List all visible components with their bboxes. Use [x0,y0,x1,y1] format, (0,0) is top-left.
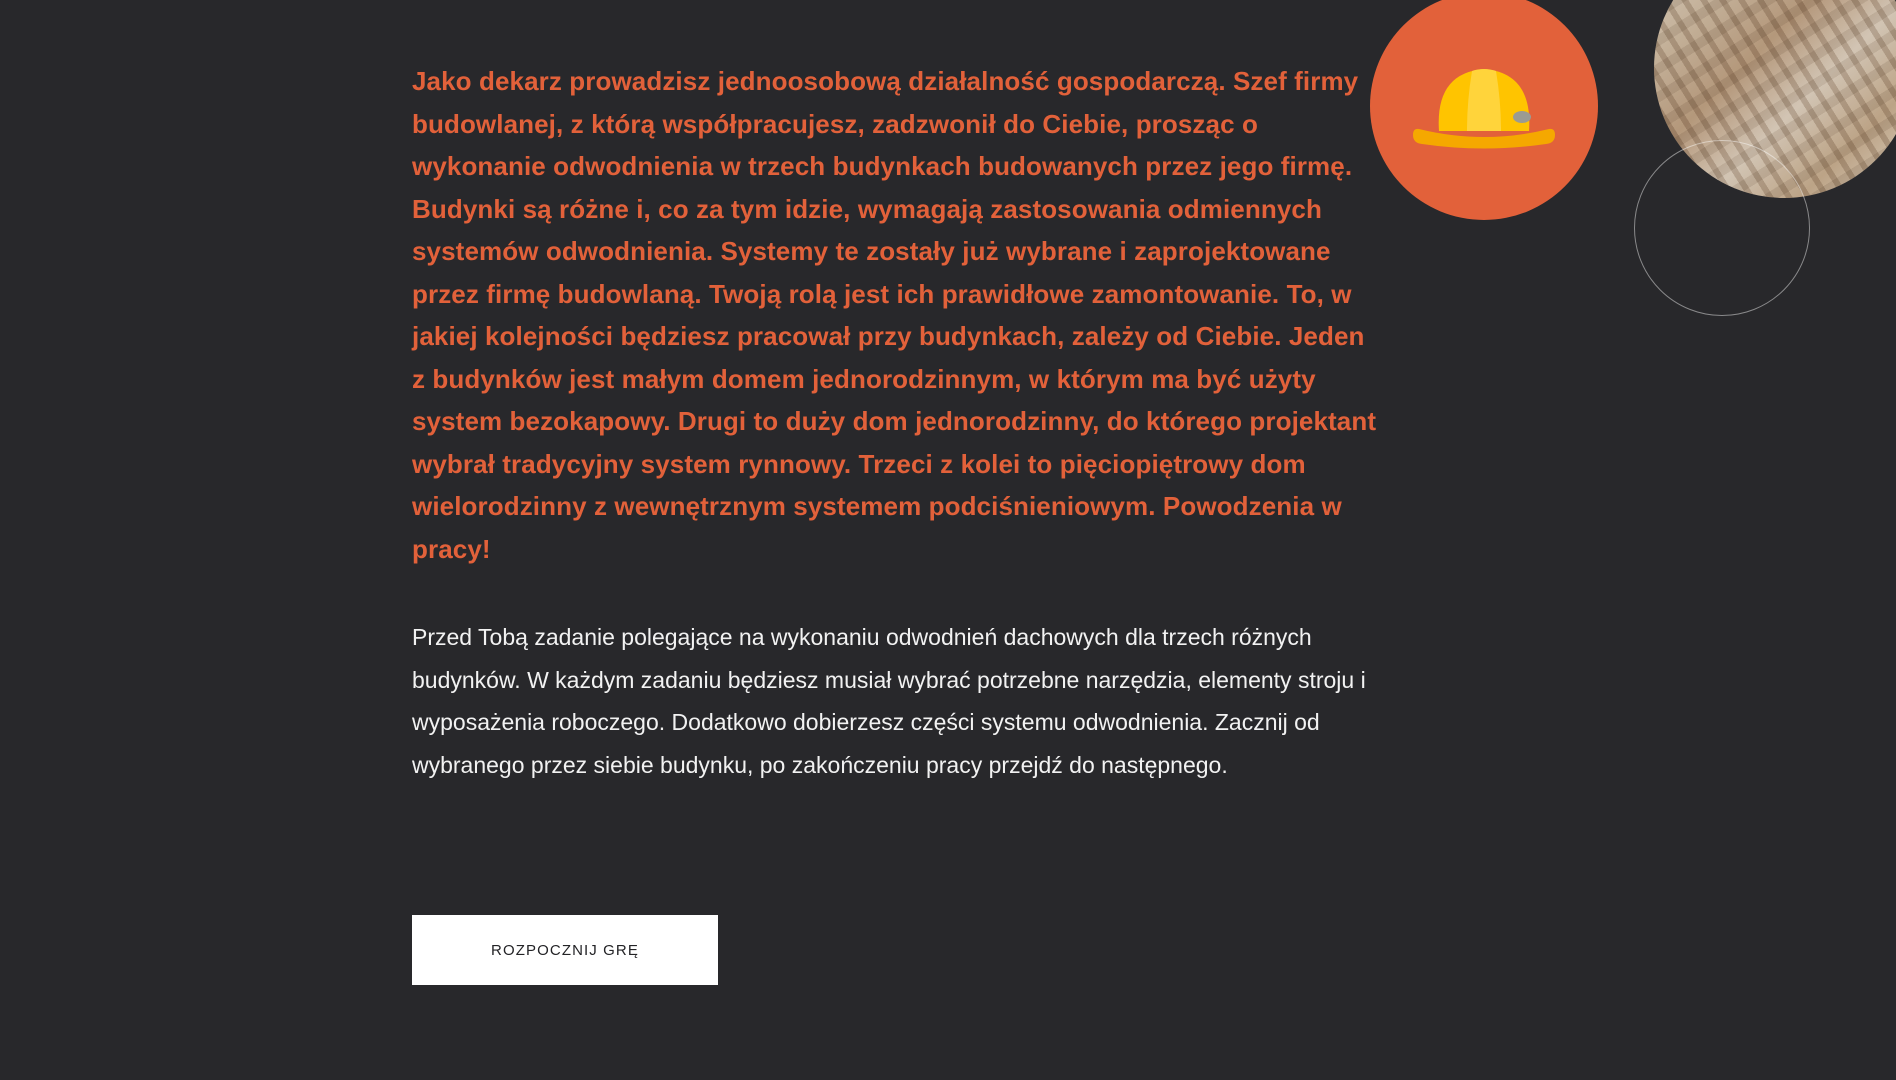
start-game-button[interactable]: ROZPOCZNIJ GRĘ [412,915,718,985]
task-description-paragraph: Przed Tobą zadanie polegające na wykonaniu odwodnień dachowych dla trzech różnych budynków. W każdym zadaniu będziesz musiał wybrać potrzebne narzędzia, elementy stroju i wyposażenia roboczego. Dodatkowo dobierzesz części systemu odwodnienia. Zacznij od wybranego przez siebie budynku, po zakończeniu pracy przejdź do następnego. [412,624,1366,778]
hard-hat-badge [1370,0,1598,220]
scenario-highlight-paragraph: Jako dekarz prowadzisz jednoosobową działalność gospodarczą. Szef firmy budowlanej, z którą współpracujesz, zadzwonił do Ciebie, prosząc o wykonanie odwodnienia w trzech budynkach budowanych przez jego firmę. Budynki są różne i, co za tym idzie, wymagają zastosowania odmiennych systemów odwodnienia. Systemy te zostały już wybrane i zaprojektowane przez firmę budowlaną. Twoją rolą jest ich prawidłowe zamontowanie. To, w jakiej kolejności będziesz pracował przy budynkach, zależy od Ciebie. Jeden z budynków jest małym domem jednorodzinnym, w którym ma być użyty system bezokapowy. Drugi to duży dom jednorodzinny, do którego projektant wybrał tradycyjny system rynnowy. Trzeci z kolei to pięciopiętrowy dom wielorodzinny z wewnętrznym systemem podciśnieniowym. Powodzenia w pracy! [412,66,1377,564]
intro-text-block [412,60,1382,786]
hard-hat-icon [1409,51,1559,161]
circle-outline-decoration [1634,140,1810,316]
